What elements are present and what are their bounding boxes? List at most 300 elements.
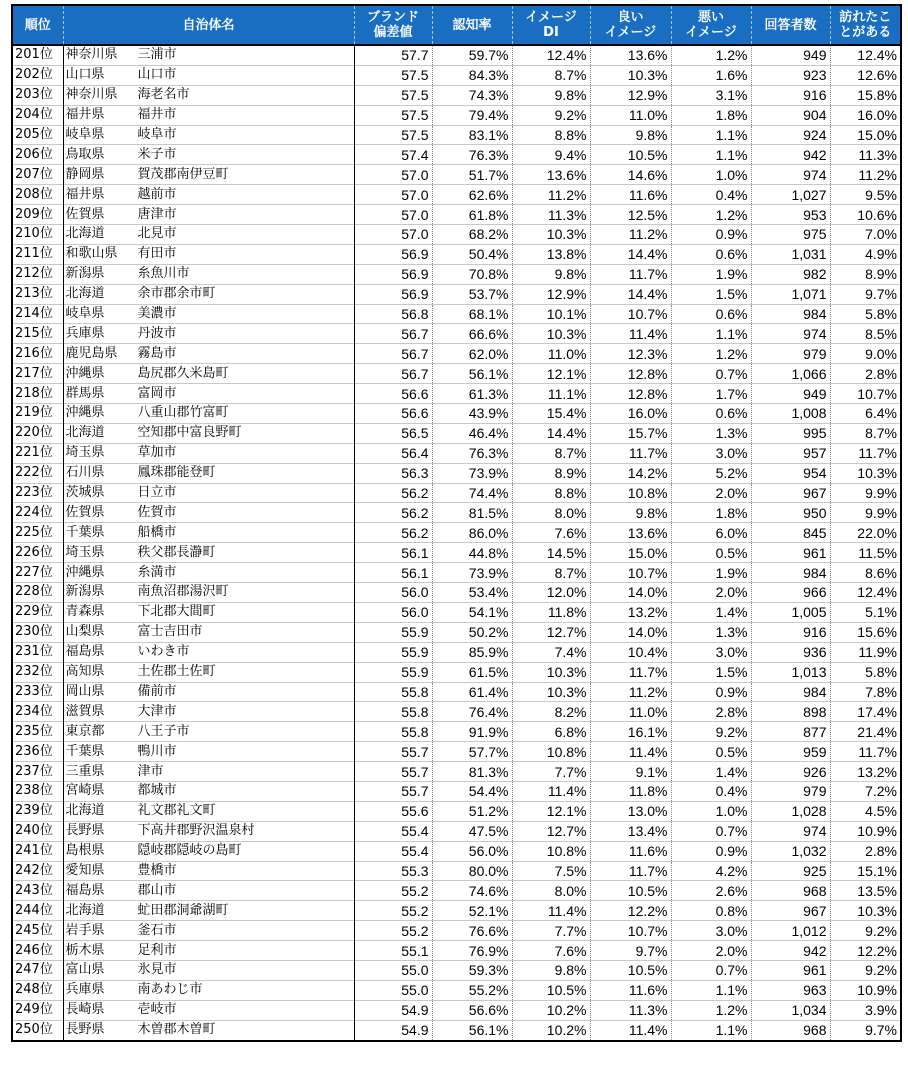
good-image-cell: 11.7% (590, 443, 671, 463)
table-row (12, 264, 901, 284)
bad-image-cell: 1.1% (671, 145, 751, 165)
brand-score-cell: 55.3 (354, 861, 432, 881)
image-di-cell: 12.9% (512, 284, 590, 304)
table-row (12, 781, 901, 801)
rank-cell: 244位 (12, 901, 63, 921)
brand-score-cell: 55.0 (354, 960, 432, 980)
city-name: 土佐郡土佐町 (137, 664, 216, 680)
bad-image-cell: 3.1% (671, 85, 751, 105)
bad-image-cell: 1.1% (671, 324, 751, 344)
awareness-cell: 56.1% (432, 364, 512, 384)
table-row (12, 125, 901, 145)
good-image-cell: 16.1% (590, 722, 671, 742)
rank-cell: 241位 (12, 841, 63, 861)
header-awareness: 認知率 (432, 5, 512, 45)
respondents-cell: 974 (751, 821, 830, 841)
prefecture-name: 富山県 (65, 962, 105, 978)
bad-image-cell: 0.7% (671, 960, 751, 980)
brand-score-cell: 57.0 (354, 205, 432, 225)
good-image-cell: 11.8% (590, 781, 671, 801)
image-di-cell: 8.9% (512, 463, 590, 483)
municipality-cell (63, 344, 354, 364)
image-di-cell: 7.5% (512, 861, 590, 881)
municipality-cell (63, 742, 354, 762)
header-image-di-line2: DI (543, 25, 559, 40)
city-name: 越前市 (137, 186, 177, 202)
table-row (12, 65, 901, 85)
respondents-cell: 984 (751, 304, 830, 324)
prefecture-name: 兵庫県 (65, 982, 105, 998)
good-image-cell: 10.7% (590, 921, 671, 941)
respondents-cell: 982 (751, 264, 830, 284)
rank-cell: 205位 (12, 125, 63, 145)
good-image-cell: 11.3% (590, 1000, 671, 1020)
city-name: 福井市 (137, 107, 177, 123)
table-row (12, 941, 901, 961)
awareness-cell: 56.1% (432, 1020, 512, 1040)
table-row (12, 821, 901, 841)
brand-score-cell: 55.9 (354, 642, 432, 662)
good-image-cell: 11.0% (590, 105, 671, 125)
awareness-cell: 51.2% (432, 801, 512, 821)
respondents-cell: 967 (751, 483, 830, 503)
image-di-cell: 11.2% (512, 185, 590, 205)
rank-cell: 245位 (12, 921, 63, 941)
bad-image-cell: 0.9% (671, 225, 751, 245)
respondents-cell: 974 (751, 324, 830, 344)
prefecture-name: 岩手県 (65, 922, 105, 938)
image-di-cell: 10.1% (512, 304, 590, 324)
municipality-cell (63, 483, 354, 503)
awareness-cell: 81.3% (432, 762, 512, 782)
brand-score-cell: 55.2 (354, 921, 432, 941)
prefecture-name: 佐賀県 (65, 504, 105, 520)
bad-image-cell: 1.8% (671, 105, 751, 125)
city-name: 津市 (137, 763, 164, 779)
visited-cell: 22.0% (830, 523, 901, 543)
visited-cell: 21.4% (830, 722, 901, 742)
city-name: 糸満市 (137, 564, 177, 580)
prefecture-name: 埼玉県 (65, 445, 105, 461)
prefecture-name: 三重県 (65, 763, 105, 779)
respondents-cell: 936 (751, 642, 830, 662)
image-di-cell: 8.7% (512, 65, 590, 85)
table-row (12, 463, 901, 483)
brand-score-cell: 57.5 (354, 65, 432, 85)
prefecture-name: 沖縄県 (65, 564, 105, 580)
prefecture-name: 兵庫県 (65, 325, 105, 341)
image-di-cell: 8.0% (512, 881, 590, 901)
bad-image-cell: 1.4% (671, 602, 751, 622)
rank-cell: 212位 (12, 264, 63, 284)
bad-image-cell: 0.5% (671, 742, 751, 762)
visited-cell: 9.2% (830, 921, 901, 941)
respondents-cell: 957 (751, 443, 830, 463)
visited-cell: 9.9% (830, 503, 901, 523)
respondents-cell: 961 (751, 960, 830, 980)
respondents-cell: 1,071 (751, 284, 830, 304)
municipality-cell (63, 264, 354, 284)
table-row (12, 881, 901, 901)
bad-image-cell: 1.3% (671, 423, 751, 443)
brand-score-cell: 55.1 (354, 941, 432, 961)
good-image-cell: 13.2% (590, 602, 671, 622)
municipality-cell (63, 801, 354, 821)
rank-cell: 229位 (12, 602, 63, 622)
municipality-cell (63, 662, 354, 682)
visited-cell: 15.0% (830, 125, 901, 145)
city-name: 海老名市 (137, 87, 190, 103)
bad-image-cell: 1.4% (671, 762, 751, 782)
bad-image-cell: 3.0% (671, 921, 751, 941)
rank-cell: 250位 (12, 1020, 63, 1040)
city-name: 鴨川市 (137, 743, 177, 759)
bad-image-cell: 2.0% (671, 483, 751, 503)
image-di-cell: 12.4% (512, 45, 590, 65)
good-image-cell: 15.7% (590, 423, 671, 443)
bad-image-cell: 5.2% (671, 463, 751, 483)
municipality-cell (63, 244, 354, 264)
city-name: 大津市 (137, 703, 177, 719)
header-good-line2: イメージ (604, 25, 657, 40)
table-row (12, 861, 901, 881)
brand-score-cell: 56.9 (354, 244, 432, 264)
respondents-cell: 953 (751, 205, 830, 225)
good-image-cell: 10.4% (590, 642, 671, 662)
good-image-cell: 11.7% (590, 861, 671, 881)
respondents-cell: 1,066 (751, 364, 830, 384)
awareness-cell: 85.9% (432, 642, 512, 662)
header-municipality: 自治体名 (63, 5, 354, 45)
rank-cell: 224位 (12, 503, 63, 523)
table-row (12, 304, 901, 324)
brand-score-cell: 55.4 (354, 821, 432, 841)
header-row (12, 5, 901, 45)
bad-image-cell: 1.8% (671, 503, 751, 523)
visited-cell: 5.8% (830, 304, 901, 324)
bad-image-cell: 1.1% (671, 125, 751, 145)
brand-score-cell: 57.0 (354, 225, 432, 245)
good-image-cell: 9.8% (590, 125, 671, 145)
awareness-cell: 53.4% (432, 583, 512, 603)
image-di-cell: 14.5% (512, 543, 590, 563)
rank-cell: 239位 (12, 801, 63, 821)
table-row (12, 901, 901, 921)
city-name: 賀茂郡南伊豆町 (137, 166, 229, 182)
brand-score-cell: 55.7 (354, 781, 432, 801)
rank-cell: 211位 (12, 244, 63, 264)
image-di-cell: 7.7% (512, 921, 590, 941)
municipality-cell (63, 105, 354, 125)
header-image-di-line1: イメージ (525, 10, 577, 25)
respondents-cell: 1,028 (751, 801, 830, 821)
awareness-cell: 61.3% (432, 384, 512, 404)
municipality-cell (63, 543, 354, 563)
municipality-cell (63, 921, 354, 941)
prefecture-name: 千葉県 (65, 524, 105, 540)
city-name: 虻田郡洞爺湖町 (137, 902, 229, 918)
prefecture-name: 埼玉県 (65, 544, 105, 560)
rank-cell: 246位 (12, 941, 63, 961)
table-row (12, 543, 901, 563)
awareness-cell: 68.2% (432, 225, 512, 245)
brand-score-cell: 56.3 (354, 463, 432, 483)
image-di-cell: 14.4% (512, 423, 590, 443)
rank-cell: 217位 (12, 364, 63, 384)
good-image-cell: 12.8% (590, 384, 671, 404)
respondents-cell: 968 (751, 1020, 830, 1040)
image-di-cell: 10.3% (512, 662, 590, 682)
good-image-cell: 9.1% (590, 762, 671, 782)
visited-cell: 9.5% (830, 185, 901, 205)
rank-cell: 209位 (12, 205, 63, 225)
prefecture-name: 神奈川県 (65, 87, 118, 103)
prefecture-name: 静岡県 (65, 166, 105, 182)
table-row (12, 841, 901, 861)
respondents-cell: 1,013 (751, 662, 830, 682)
table-row (12, 960, 901, 980)
good-image-cell: 10.3% (590, 65, 671, 85)
municipality-cell (63, 443, 354, 463)
table-row (12, 722, 901, 742)
header-good-line1: 良い (617, 10, 644, 25)
table-row (12, 622, 901, 642)
city-name: 船橋市 (137, 524, 177, 540)
image-di-cell: 6.8% (512, 722, 590, 742)
visited-cell: 11.5% (830, 543, 901, 563)
good-image-cell: 11.2% (590, 682, 671, 702)
good-image-cell: 10.7% (590, 563, 671, 583)
prefecture-name: 北海道 (65, 803, 105, 819)
good-image-cell: 13.4% (590, 821, 671, 841)
header-brand-line2: 偏差値 (373, 25, 413, 40)
good-image-cell: 10.5% (590, 881, 671, 901)
rank-cell: 218位 (12, 384, 63, 404)
awareness-cell: 76.3% (432, 145, 512, 165)
brand-score-cell: 55.8 (354, 702, 432, 722)
good-image-cell: 11.6% (590, 980, 671, 1000)
respondents-cell: 963 (751, 980, 830, 1000)
image-di-cell: 9.4% (512, 145, 590, 165)
visited-cell: 8.7% (830, 423, 901, 443)
bad-image-cell: 0.8% (671, 901, 751, 921)
awareness-cell: 55.2% (432, 980, 512, 1000)
prefecture-name: 長崎県 (65, 1002, 105, 1018)
bad-image-cell: 0.6% (671, 404, 751, 424)
bad-image-cell: 2.6% (671, 881, 751, 901)
bad-image-cell: 1.9% (671, 563, 751, 583)
rank-cell: 213位 (12, 284, 63, 304)
city-name: 下北郡大間町 (137, 604, 216, 620)
good-image-cell: 13.0% (590, 801, 671, 821)
visited-cell: 5.1% (830, 602, 901, 622)
bad-image-cell: 0.9% (671, 682, 751, 702)
awareness-cell: 70.8% (432, 264, 512, 284)
prefecture-name: 山梨県 (65, 624, 105, 640)
table-row (12, 185, 901, 205)
awareness-cell: 50.4% (432, 244, 512, 264)
bad-image-cell: 3.0% (671, 642, 751, 662)
awareness-cell: 79.4% (432, 105, 512, 125)
municipality-cell (63, 722, 354, 742)
prefecture-name: 宮崎県 (65, 783, 105, 799)
respondents-cell: 979 (751, 344, 830, 364)
brand-score-cell: 56.9 (354, 264, 432, 284)
city-name: 岐阜市 (137, 127, 177, 142)
city-name: 南あわじ市 (137, 982, 203, 998)
city-name: 島尻郡久米島町 (137, 365, 229, 381)
city-name: 富士吉田市 (137, 624, 203, 640)
image-di-cell: 11.1% (512, 384, 590, 404)
awareness-cell: 80.0% (432, 861, 512, 881)
bad-image-cell: 1.5% (671, 284, 751, 304)
visited-cell: 9.9% (830, 483, 901, 503)
good-image-cell: 10.8% (590, 483, 671, 503)
rank-cell: 202位 (12, 65, 63, 85)
awareness-cell: 53.7% (432, 284, 512, 304)
respondents-cell: 923 (751, 65, 830, 85)
good-image-cell: 11.4% (590, 742, 671, 762)
municipality-cell (63, 642, 354, 662)
respondents-cell: 877 (751, 722, 830, 742)
brand-score-cell: 57.0 (354, 185, 432, 205)
visited-cell: 5.8% (830, 662, 901, 682)
respondents-cell: 1,032 (751, 841, 830, 861)
city-name: 釜石市 (137, 922, 177, 938)
visited-cell: 7.2% (830, 781, 901, 801)
table-row (12, 602, 901, 622)
table-row (12, 284, 901, 304)
brand-score-cell: 55.2 (354, 881, 432, 901)
awareness-cell: 56.6% (432, 1000, 512, 1020)
awareness-cell: 46.4% (432, 423, 512, 443)
table-row (12, 404, 901, 424)
city-name: 三浦市 (137, 47, 177, 63)
city-name: 郡山市 (137, 882, 177, 898)
respondents-cell: 916 (751, 85, 830, 105)
visited-cell: 11.3% (830, 145, 901, 165)
visited-cell: 10.3% (830, 463, 901, 483)
respondents-cell: 984 (751, 563, 830, 583)
rank-cell: 223位 (12, 483, 63, 503)
respondents-cell: 1,005 (751, 602, 830, 622)
prefecture-name: 福井県 (65, 107, 105, 123)
rank-cell: 219位 (12, 404, 63, 424)
image-di-cell: 8.7% (512, 443, 590, 463)
respondents-cell: 1,027 (751, 185, 830, 205)
bad-image-cell: 1.2% (671, 1000, 751, 1020)
rank-cell: 228位 (12, 583, 63, 603)
prefecture-name: 茨城県 (65, 485, 105, 501)
city-name: 富岡市 (137, 385, 177, 401)
city-name: 米子市 (137, 146, 177, 162)
city-name: 佐賀市 (137, 504, 177, 520)
good-image-cell: 11.4% (590, 324, 671, 344)
visited-cell: 13.2% (830, 762, 901, 782)
rank-cell: 247位 (12, 960, 63, 980)
bad-image-cell: 2.0% (671, 941, 751, 961)
good-image-cell: 11.6% (590, 185, 671, 205)
municipality-cell (63, 841, 354, 861)
respondents-cell: 845 (751, 523, 830, 543)
header-brand-score (354, 5, 432, 45)
table-row (12, 364, 901, 384)
municipality-cell (63, 85, 354, 105)
respondents-cell: 926 (751, 762, 830, 782)
bad-image-cell: 6.0% (671, 523, 751, 543)
good-image-cell: 9.7% (590, 941, 671, 961)
awareness-cell: 54.1% (432, 602, 512, 622)
awareness-cell: 59.7% (432, 45, 512, 65)
municipality-cell (63, 284, 354, 304)
image-di-cell: 10.2% (512, 1020, 590, 1040)
city-name: 壱岐市 (137, 1002, 177, 1018)
image-di-cell: 11.8% (512, 602, 590, 622)
municipality-cell (63, 304, 354, 324)
city-name: 唐津市 (137, 206, 177, 222)
awareness-cell: 83.1% (432, 125, 512, 145)
brand-score-cell: 55.4 (354, 841, 432, 861)
city-name: 豊橋市 (137, 862, 177, 878)
city-name: 霧島市 (137, 345, 177, 361)
prefecture-name: 沖縄県 (65, 405, 105, 421)
brand-score-cell: 56.4 (354, 443, 432, 463)
brand-score-cell: 56.7 (354, 344, 432, 364)
brand-score-cell: 55.7 (354, 762, 432, 782)
bad-image-cell: 1.1% (671, 980, 751, 1000)
city-name: 木曽郡木曽町 (137, 1022, 216, 1038)
prefecture-name: 新潟県 (65, 266, 105, 282)
rank-cell: 234位 (12, 702, 63, 722)
ranking-table (11, 4, 902, 1042)
municipality-cell (63, 781, 354, 801)
visited-cell: 12.4% (830, 583, 901, 603)
city-name: 都城市 (137, 783, 177, 799)
respondents-cell: 967 (751, 901, 830, 921)
image-di-cell: 12.1% (512, 364, 590, 384)
image-di-cell: 12.7% (512, 622, 590, 642)
table-row (12, 483, 901, 503)
prefecture-name: 滋賀県 (65, 703, 105, 719)
header-brand-line1: ブランド (366, 10, 419, 25)
respondents-cell: 898 (751, 702, 830, 722)
prefecture-name: 沖縄県 (65, 365, 105, 381)
table-row (12, 980, 901, 1000)
table-row (12, 244, 901, 264)
image-di-cell: 9.2% (512, 105, 590, 125)
brand-score-cell: 57.7 (354, 45, 432, 65)
respondents-cell: 995 (751, 423, 830, 443)
visited-cell: 2.8% (830, 364, 901, 384)
respondents-cell: 949 (751, 384, 830, 404)
good-image-cell: 12.2% (590, 901, 671, 921)
bad-image-cell: 0.7% (671, 364, 751, 384)
image-di-cell: 11.4% (512, 781, 590, 801)
awareness-cell: 76.4% (432, 702, 512, 722)
respondents-cell: 959 (751, 742, 830, 762)
rank-cell: 238位 (12, 781, 63, 801)
image-di-cell: 7.6% (512, 523, 590, 543)
table-row (12, 1000, 901, 1020)
good-image-cell: 11.4% (590, 1020, 671, 1040)
good-image-cell: 13.6% (590, 45, 671, 65)
image-di-cell: 12.0% (512, 583, 590, 603)
table-row (12, 85, 901, 105)
good-image-cell: 11.7% (590, 662, 671, 682)
visited-cell: 4.9% (830, 244, 901, 264)
municipality-cell (63, 65, 354, 85)
image-di-cell: 9.8% (512, 960, 590, 980)
